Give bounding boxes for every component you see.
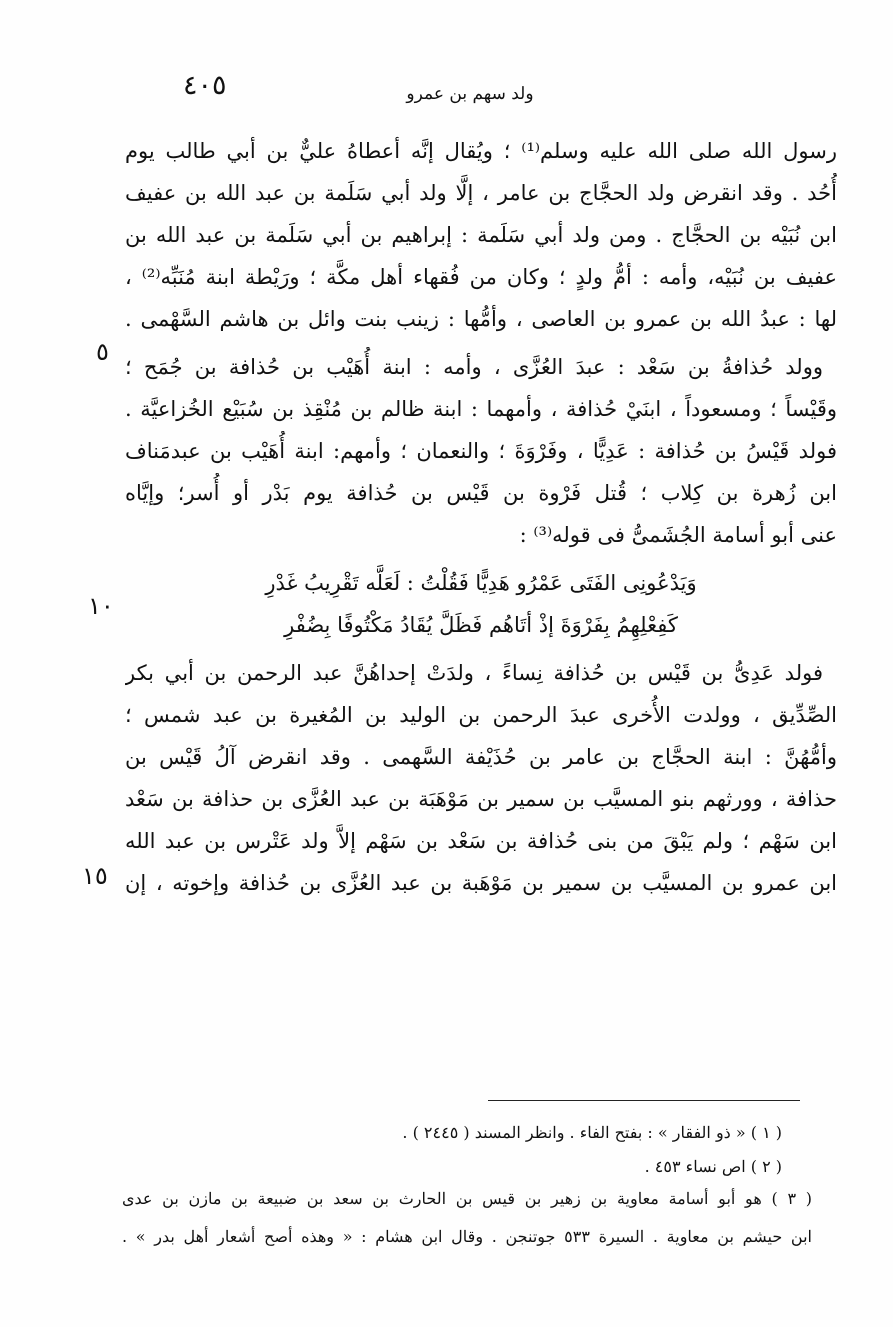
running-head: ولد سهم بن عمرو: [406, 84, 534, 104]
poetry-verse: كَفِعْلِهِمُ بِفَرْوَةَ إذْ أتَاهُم فَظَلَّ يُقَادُ مَكْتُوفًا بِضُفْرِ: [284, 613, 678, 637]
footnote-separator: [488, 1100, 800, 1101]
footnote: ( ٢ ) اص نساء ٤٥٣ .: [644, 1157, 782, 1176]
text-line: عنى أبو أسامة الجُشَمىُّ فى قوله⁽³⁾ :: [519, 523, 837, 547]
text-line: رسول الله صلى الله عليه وسلم⁽¹⁾ ؛ ويُقال إنَّه أعطاهُ عليٌّ بن أبي طالب يوم: [125, 139, 837, 163]
poetry-verse: وَيَدْعُونِى الفَتَى عَمْرُو هَدِيًّا فَقُلْتُ : لَعَلَّه تَقْرِيبُ غَدْرِ: [265, 571, 697, 595]
text-line: ابن نُبَيْه بن الحجَّاج . ومن ولد أبي سَلَمة : إبراهيم بن أبي سَلَمة بن عبد الله بن: [125, 223, 837, 247]
footnote: ( ١ ) « ذو الفقار » : بفتح الفاء . وانظر المسند ( ٢٤٤٥ ) .: [402, 1123, 782, 1142]
text-line: ابن سَهْم ؛ ولم يَبْقَ من بنى حُذافة بن سَعْد بن سَهْم إلاَّ ولد عَتْرس بن عبد الله: [125, 829, 837, 853]
text-line: وأمُّهُنَّ : ابنة الحجَّاج بن عامر بن حُذَيْفة السَّهمى . وقد انقرض آلُ قَيْس بن: [125, 745, 837, 769]
text-line: فولد قَيْسُ بن حُذافة : عَدِيًّا ، وفَرْوَةَ ؛ والنعمان ؛ وأمهم: ابنة أُهَيْب بن عبدمَناف: [125, 439, 837, 463]
text-line: وقَيْساً ؛ ومسعوداً ، ابنَيْ حُذافة ، وأمهما : ابنة ظالم بن مُنْقِذ بن سُبَيْع الخُزاعيَّة .: [125, 397, 837, 421]
line-number-margin: ١٠: [88, 592, 114, 620]
text-line: عفيف بن نُبَيْه، وأمه : أمُّ ولدٍ ؛ وكان من فُقهاء أهل مكَّة ؛ ورَيْطة ابنة مُنَبِّه⁽²⁾ ،: [125, 265, 837, 289]
page-number: ٤٠٥: [183, 70, 227, 101]
footnote: ( ٣ ) هو أبو أسامة معاوية بن زهير بن قيس بن الحارث بن سعد بن ضبيعة بن مازن بن عدى: [122, 1189, 812, 1208]
text-line: ابن عمرو بن المسيَّب بن سمير بن مَوْهَبة بن عبد العُزَّى بن حُذافة وإخوته ، إن: [125, 871, 837, 895]
text-line: لها : عبدُ الله بن عمرو بن العاصى ، وأمُّها : زينب بنت وائل بن هاشم السَّهْمى .: [125, 307, 837, 331]
text-line: فولد عَدِىُّ بن قَيْس بن حُذافة نِساءً ، ولدَتْ إحداهُنَّ عبد الرحمن بن أبي بكر: [125, 661, 823, 685]
line-number-margin: ٥: [96, 338, 109, 366]
text-line: حذافة ، وورثهم بنو المسيَّب بن سمير بن مَوْهَبَة بن عبد العُزَّى بن حذافة بن سَعْد: [125, 787, 837, 811]
text-line: ابن زُهرة بن كِلاب ؛ قُتل فَرْوة بن قَيْس بن حُذافة يوم بَدْر أو أُسر؛ وإيَّاه: [125, 481, 837, 505]
footnote: ابن حيشم بن معاوية . السيرة ٥٣٣ جوتنجن . وقال ابن هشام : « وهذه أصح أشعار أهل بدر » .: [122, 1227, 812, 1246]
text-line: أُحُد . وقد انقرض ولد الحجَّاج بن عامر ، إلَّا ولد أبي سَلَمة بن عبد الله بن عفيف: [125, 181, 837, 205]
text-line: الصِّدِّيق ، وولدت الأُخرى عبدَ الرحمن بن الوليد بن المُغيرة بن عبد شمس ؛: [125, 703, 837, 727]
line-number-margin: ١٥: [82, 862, 108, 890]
text-line: وولد حُذافةُ بن سَعْد : عبدَ العُزَّى ، وأمه : ابنة أُهَيْب بن حُذافة بن جُمَح ؛: [125, 355, 823, 379]
